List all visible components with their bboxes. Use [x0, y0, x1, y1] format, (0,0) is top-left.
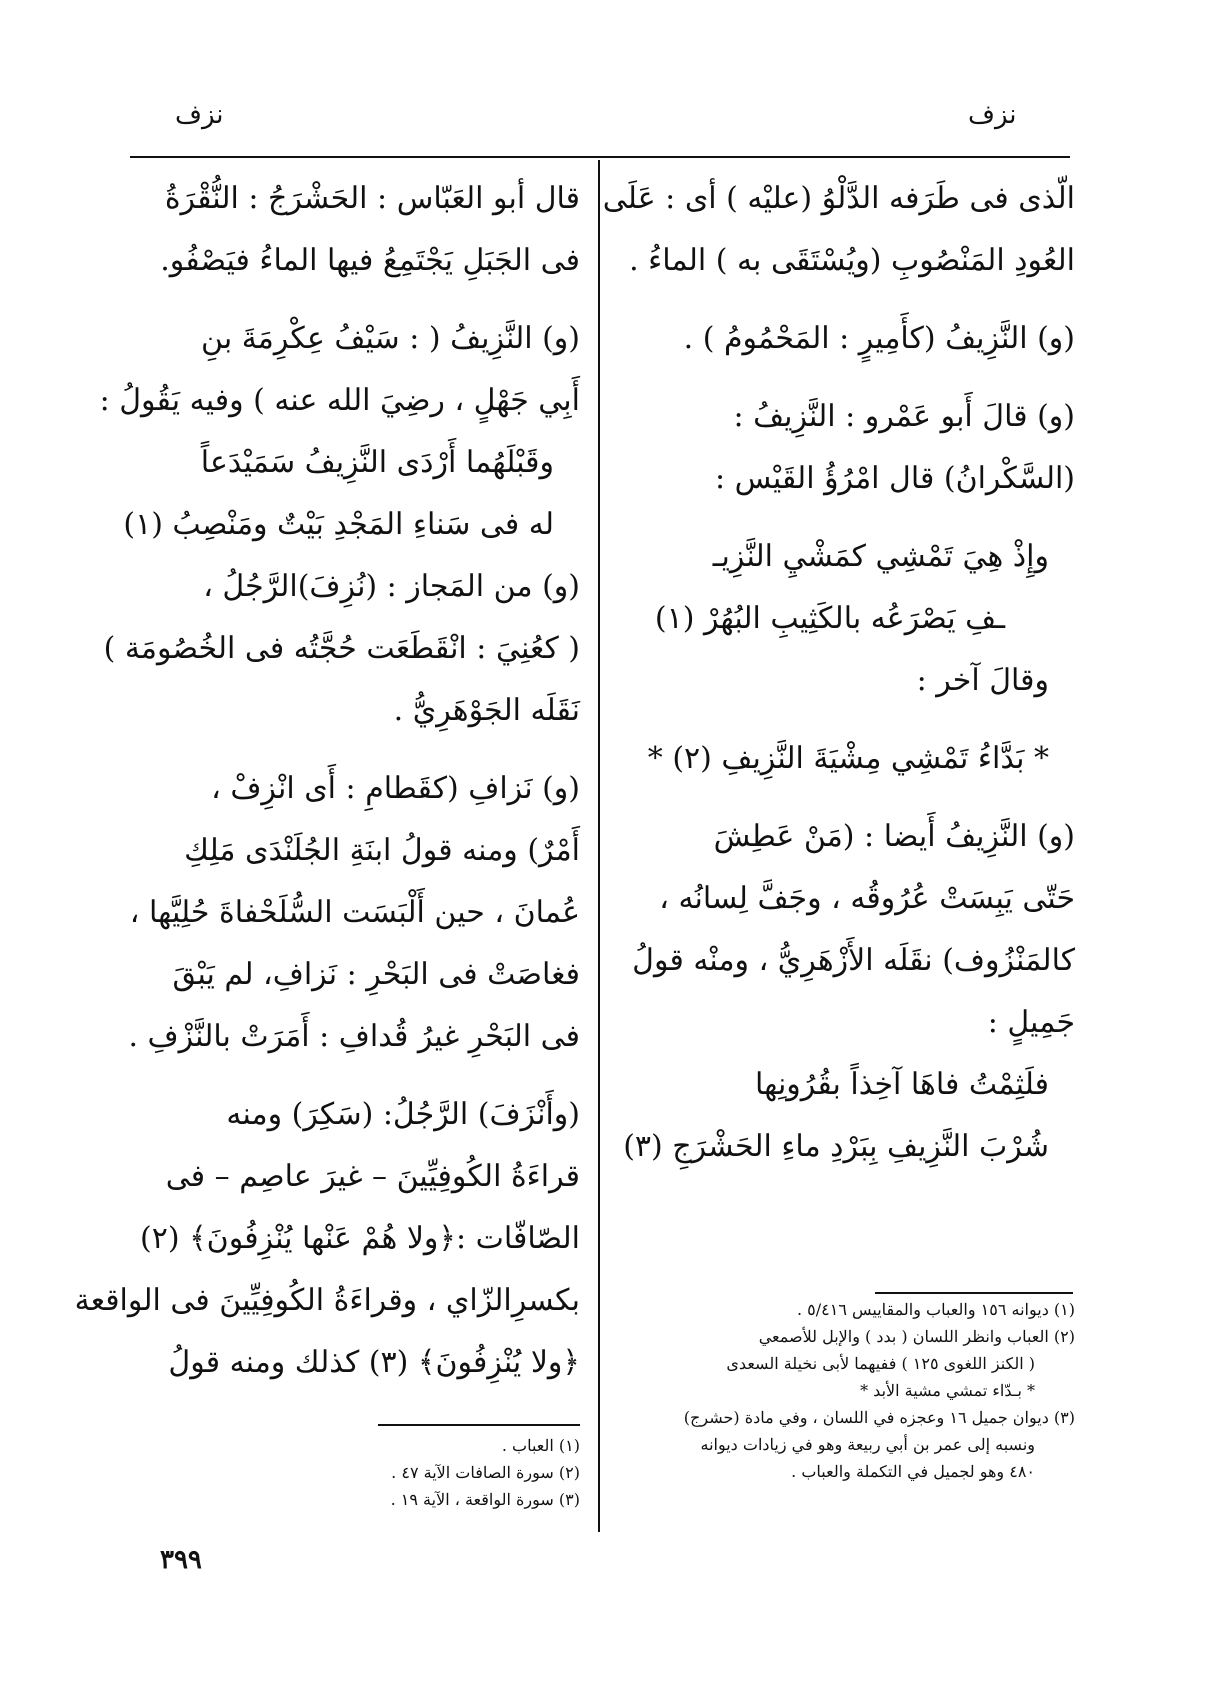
footnote-continuation: ونسبه إلى عمر بن أبي ربيعة وهو في زيادات ديوانه: [700, 1435, 1035, 1454]
verse-line: شُرْبَ النَّزِيفِ بِبَرْدِ ماءِ الحَشْرَجِ (٣): [623, 1129, 1049, 1164]
footnote: (٣) سورة الواقعة ، الآية ١٩ .: [390, 1490, 580, 1509]
verse-line: فلَثِمْتُ فاهَا آخِذاً بقُرُونِها: [754, 1067, 1049, 1102]
header-rule: [130, 156, 1070, 158]
running-head-right: نزف: [968, 100, 1017, 130]
running-head-left: نزف: [175, 100, 224, 130]
text-line: (السَّكْرانُ) قال امْرُؤُ القَيْس :: [714, 461, 1075, 496]
text-line: قراءَةُ الكُوفِيِّينَ – غيرَ عاصِم – فى: [165, 1159, 580, 1194]
footnote: (٢) العباب وانظر اللسان ( بدد ) والإبل للأصمعي: [758, 1327, 1075, 1346]
text-line: قال أبو العَبّاس : الحَشْرَجُ : النُّقْرَةُ: [164, 181, 580, 216]
footnote-continuation: ٤٨٠ وهو لجميل في التكملة والعباب .: [791, 1462, 1035, 1481]
text-line: بكسرِالزّاي ، وقراءَةُ الكُوفِيِّينَ فى الواقعة: [74, 1283, 580, 1318]
text-line: (وأَنْزَفَ) الرَّجُلُ: (سَكِرَ) ومنه: [226, 1097, 580, 1132]
footnote: (٣) ديوان جميل ١٦ وعجزه في اللسان ، وفي مادة (حشرج): [683, 1408, 1075, 1427]
footnote: (١) العباب .: [501, 1436, 580, 1455]
text-line: أَبِي جَهْلٍ ، رضِيَ الله عنه ) وفيه يَقُولُ :: [99, 383, 580, 418]
text-line: نَقَلَه الجَوْهَرِيُّ .: [393, 693, 580, 728]
right-column: [602, 168, 1075, 1178]
text-line: أَمْرٌ) ومنه قولُ ابنَةِ الجُلَنْدَى مَلِكِ: [184, 833, 580, 868]
text-line: العُودِ المَنْصُوبِ (ويُسْتَقَى به ) الماءُ .: [629, 243, 1075, 278]
text-line: (و) النَّزِيفُ (كأَمِيرٍ : المَحْمُومُ ) .: [683, 321, 1075, 356]
text-line: عُمانَ ، حين أَلْبَسَت السُّلَحْفاةَ حُلِيَّها ،: [129, 895, 580, 930]
footnote: (١) ديوانه ١٥٦ والعباب والمقاييس ٥/٤١٦ .: [796, 1300, 1075, 1319]
text-line: كالمَنْزُوف) نقَلَه الأَزْهَرِيُّ ، ومنْه قولُ: [632, 943, 1075, 978]
verse-line: ـفِ يَصْرَعُه بالكَثِيبِ البُهُرْ (١): [654, 601, 1005, 636]
text-line: (و) النَّزِيفُ ( : سَيْفُ عِكْرِمَةَ بنِ: [200, 321, 580, 356]
footnote-continuation: * بـدّاء تمشي مشية الأبد *: [860, 1381, 1035, 1400]
text-line: الصّافّات :﴿ولا هُمْ عَنْها يُنْزِفُونَ﴾ (٢): [140, 1221, 580, 1256]
text-line: (و) نَزافِ (كقَطامِ : أَى انْزِفْ ،: [211, 771, 580, 806]
text-line: فى البَحْرِ غيرُ قُدافِ : أَمَرَتْ بالنَّزْفِ .: [128, 1019, 580, 1054]
text-line: جَمِيلٍ :: [987, 1005, 1075, 1040]
footnote-rule-right: [875, 1292, 1073, 1294]
column-divider: [598, 160, 600, 1532]
text-line: وقالَ آخر :: [916, 663, 1049, 698]
verse-line: * بَدَّاءُ تَمْشِي مِشْيَةَ النَّزِيفِ (٢) *: [647, 741, 1049, 776]
text-line: فى الجَبَلِ يَجْتَمِعُ فيها الماءُ فيَصْفُو.: [160, 243, 580, 278]
text-line: حَتّى يَبِسَتْ عُرُوقُه ، وجَفَّ لِسانُه ،: [659, 881, 1075, 916]
verse-line: له فى سَناءِ المَجْدِ بَيْتٌ ومَنْصِبُ (١): [123, 507, 554, 542]
text-line: ﴿ولا يُنْزِفُونَ﴾ (٣) كذلك ومنه قولُ: [168, 1345, 580, 1380]
verse-line: وإِذْ هِيَ تَمْشِي كمَشْيِ النَّزِيـ: [712, 539, 1049, 574]
text-line: فغاصَتْ فى البَحْرِ : نَزافِ، لم يَبْقَ: [172, 957, 580, 992]
footnote: (٢) سورة الصافات الآية ٤٧ .: [391, 1463, 580, 1482]
text-line: (و) النَّزِيفُ أَيضا : (مَنْ عَطِشَ: [713, 819, 1075, 854]
left-column: [74, 168, 580, 1394]
text-line: (و) من المَجاز : (نُزِفَ)الرَّجُلُ ،: [203, 569, 580, 604]
left-footnotes: [130, 1432, 580, 1513]
text-line: ( كعُنِيَ : انْقَطَعَت حُجَّتُه فى الخُصُومَة ): [103, 631, 580, 666]
text-line: الّذى فى طَرَفه الدَّلْوُ (عليْه ) أى : عَلَى: [602, 181, 1075, 216]
verse-line: وقَبْلَهُما أَرْدَى النَّزِيفُ سَمَيْدَعاً: [200, 445, 554, 480]
footnote-continuation: ( الكنز اللغوى ١٢٥ ) ففيهما لأبى نخيلة السعدى: [726, 1354, 1035, 1373]
footnote-rule-left: [378, 1424, 580, 1426]
text-line: (و) قالَ أَبو عَمْرو : النَّزِيفُ :: [733, 399, 1075, 434]
right-footnotes: [625, 1296, 1075, 1485]
page-number: ٣٩٩: [160, 1545, 202, 1575]
